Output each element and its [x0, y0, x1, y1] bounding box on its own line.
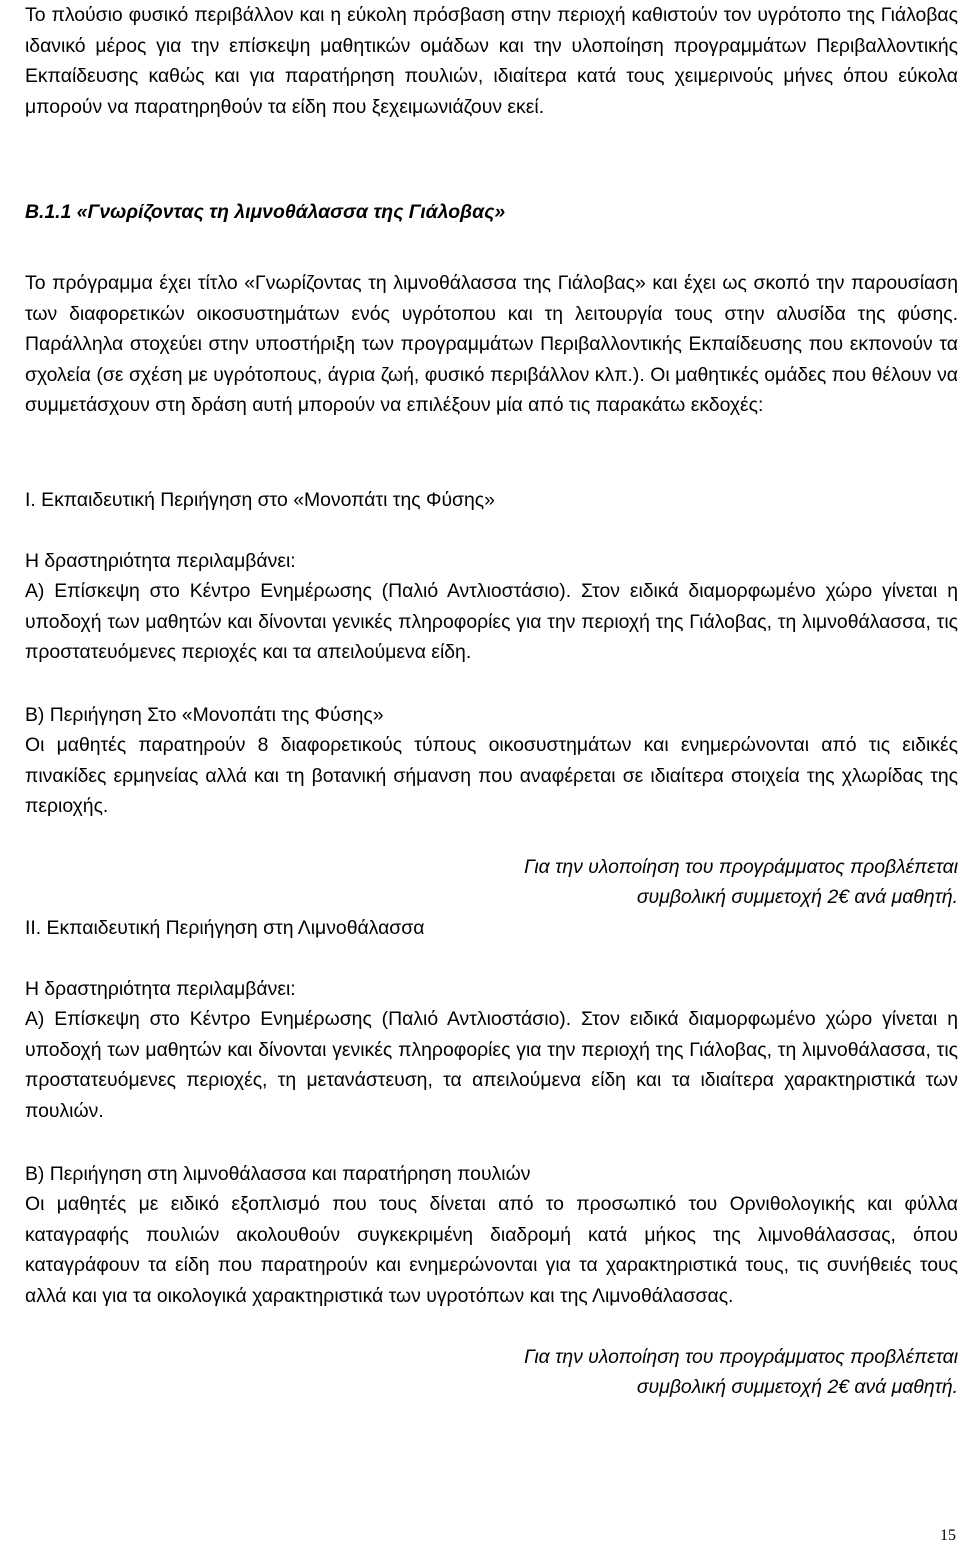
section-heading: Β.1.1 «Γνωρίζοντας τη λιμνοθάλασσα της Γιάλοβας» [25, 201, 506, 223]
option2-includes: Η δραστηριότητα περιλαμβάνει: [25, 978, 296, 1000]
page-number: 15 [940, 1527, 956, 1544]
fee1-line1: Για την υλοποίηση του προγράμματος προβλέπεται [524, 856, 958, 878]
option2-title: ΙΙ. Εκπαιδευτική Περιήγηση στη Λιμνοθάλασσα [25, 917, 425, 939]
option1-title: Ι. Εκπαιδευτική Περιήγηση στο «Μονοπάτι της Φύσης» [25, 489, 495, 511]
option1-includes: Η δραστηριότητα περιλαμβάνει: [25, 550, 296, 572]
program-paragraph: Το πρόγραμμα έχει τίτλο «Γνωρίζοντας τη λιμνοθάλασσα της Γιάλοβας» και έχει ως σκοπό την παρουσίαση των διαφορετικών οικοσυστημάτων ενός υγρότοπου και τη λειτουργία τους στην αλυσίδα της φύσης. Παράλληλα στοχεύει στην υποστήριξη των προγραμμάτων Περιβαλλοντικής Εκπαίδευσης που εκπονούν τα σχολεία (σε σχέση με υγρότοπους, άγρια ζωή, φυσικό περιβάλλον κλπ.). Οι μαθητικές ομάδες που θέλουν να συμμετάσχουν στη δράση αυτή μπορούν να επιλέξουν μία από τις παρακάτω εκδοχές: [25, 272, 958, 416]
option1-part-a: Α) Επίσκεψη στο Κέντρο Ενημέρωσης (Παλιό Αντλιοστάσιο). Στον ειδικά διαμορφωμένο χώρο γίνεται η υποδοχή των μαθητών και δίνονται γενικές πληροφορίες για την περιοχή της Γιάλοβας, τη λιμνοθάλασσα, τις προστατευόμενες περιοχές και τα απειλούμενα είδη. [25, 580, 958, 663]
fee2-line2: συμβολική συμμετοχή 2€ ανά μαθητή. [636, 1376, 958, 1398]
option1-part-b-title: Β) Περιήγηση Στο «Μονοπάτι της Φύσης» [25, 704, 384, 726]
fee2-line1: Για την υλοποίηση του προγράμματος προβλέπεται [524, 1346, 958, 1368]
fee1-line2: συμβολική συμμετοχή 2€ ανά μαθητή. [636, 886, 958, 908]
option2-part-b-title: Β) Περιήγηση στη λιμνοθάλασσα και παρατήρηση πουλιών [25, 1163, 531, 1185]
option2-part-a: Α) Επίσκεψη στο Κέντρο Ενημέρωσης (Παλιό Αντλιοστάσιο). Στον ειδικά διαμορφωμένο χώρο γίνεται η υποδοχή των μαθητών και δίνονται γενικές πληροφορίες για την περιοχή της Γιάλοβας, τη λιμνοθάλασσα, τις προστατευόμενες περιοχές, τη μετανάστευση, τα απειλούμενα είδη και τα ιδιαίτερα χαρακτηριστικά των πουλιών. [25, 1008, 958, 1122]
intro-paragraph: Το πλούσιο φυσικό περιβάλλον και η εύκολη πρόσβαση στην περιοχή καθιστούν τον υγρότοπο της Γιάλοβας ιδανικό μέρος για την επίσκεψη μαθητικών ομάδων και την υλοποίηση προγραμμάτων Περιβαλλοντικής Εκπαίδευσης καθώς και για παρατήρηση πουλιών, ιδιαίτερα κατά τους χειμερινούς μήνες όπου εύκολα μπορούν να παρατηρηθούν τα είδη που ξεχειμωνιάζουν εκεί. [25, 4, 958, 118]
option2-part-b: Οι μαθητές με ειδικό εξοπλισμό που τους δίνεται από το προσωπικό του Ορνιθολογικής και φύλλα καταγραφής πουλιών ακολουθούν συγκεκριμένη διαδρομή κατά μήκος της λιμνοθάλασσας, όπου καταγράφουν τα είδη που παρατηρούν και ενημερώνονται για τα χαρακτηριστικά τους, τις συνήθειές τους αλλά και για τα οικολογικά χαρακτηριστικά των υγροτόπων και της Λιμνοθάλασσας. [25, 1193, 958, 1307]
option1-part-b: Οι μαθητές παρατηρούν 8 διαφορετικούς τύπους οικοσυστημάτων και ενημερώνονται από τις ειδικές πινακίδες ερμηνείας αλλά και τη βοτανική σήμανση που αναφέρεται σε ιδιαίτερα στοιχεία της χλωρίδας της περιοχής. [25, 734, 958, 817]
